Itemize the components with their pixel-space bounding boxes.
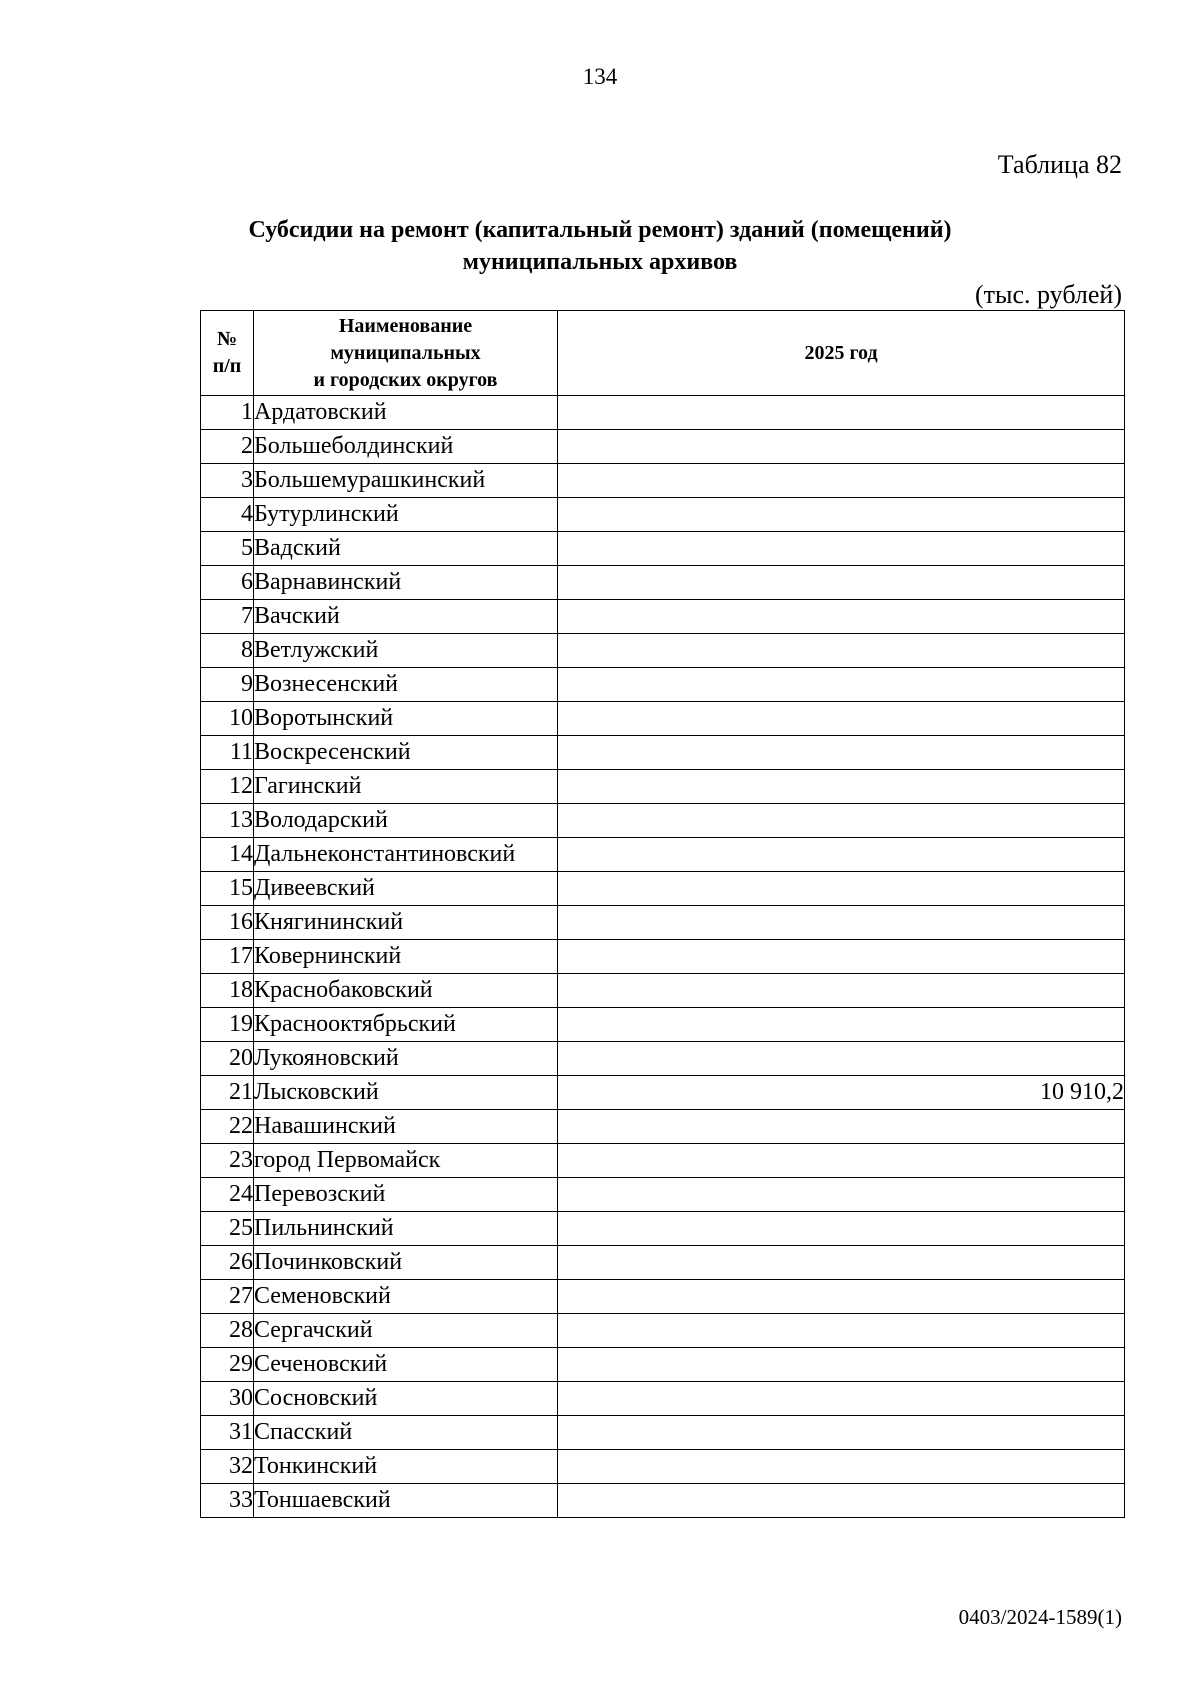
row-value — [558, 464, 1125, 498]
table-row — [201, 804, 1125, 838]
table-row — [201, 1008, 1125, 1042]
units-note: (тыс. рублей) — [974, 280, 1122, 309]
table-row — [201, 872, 1125, 906]
row-value — [558, 1314, 1125, 1348]
table-row — [201, 498, 1125, 532]
subsidy-table — [200, 310, 1125, 1518]
table-row — [201, 1450, 1125, 1484]
row-number: 12 — [201, 770, 254, 804]
row-name: Варнавинский — [254, 566, 558, 600]
row-name: Большемурашкинский — [254, 464, 558, 498]
row-value — [558, 940, 1125, 974]
table-row — [201, 1246, 1125, 1280]
table-body — [201, 396, 1125, 1518]
row-number: 17 — [201, 940, 254, 974]
row-value — [558, 396, 1125, 430]
row-value — [558, 906, 1125, 940]
row-number: 33 — [201, 1484, 254, 1518]
row-number: 28 — [201, 1314, 254, 1348]
row-value — [558, 532, 1125, 566]
row-name: Пильнинский — [254, 1212, 558, 1246]
table-row — [201, 1314, 1125, 1348]
row-number: 22 — [201, 1110, 254, 1144]
row-number: 15 — [201, 872, 254, 906]
row-number: 19 — [201, 1008, 254, 1042]
header-name: Наименование муниципальных и городских округов — [254, 311, 558, 396]
table-row — [201, 906, 1125, 940]
row-number: 18 — [201, 974, 254, 1008]
table-row — [201, 532, 1125, 566]
row-number: 13 — [201, 804, 254, 838]
title-line-1: Субсидии на ремонт (капитальный ремонт) зданий (помещений) — [248, 217, 952, 243]
table-row — [201, 600, 1125, 634]
row-number: 20 — [201, 1042, 254, 1076]
table-header-row — [201, 311, 1125, 396]
row-name: Сосновский — [254, 1382, 558, 1416]
row-name: Дальнеконстантиновский — [254, 838, 558, 872]
table-row — [201, 1076, 1125, 1110]
row-value — [558, 634, 1125, 668]
row-name: Вознесенский — [254, 668, 558, 702]
row-name: Тонкинский — [254, 1450, 558, 1484]
table-row — [201, 1416, 1125, 1450]
table-row — [201, 838, 1125, 872]
row-name: Большеболдинский — [254, 430, 558, 464]
row-value — [558, 1008, 1125, 1042]
row-number: 7 — [201, 600, 254, 634]
row-value — [558, 702, 1125, 736]
table-row — [201, 430, 1125, 464]
row-name: Гагинский — [254, 770, 558, 804]
row-number: 30 — [201, 1382, 254, 1416]
row-number: 5 — [201, 532, 254, 566]
table-row — [201, 1178, 1125, 1212]
row-number: 4 — [201, 498, 254, 532]
row-number: 24 — [201, 1178, 254, 1212]
row-name: Лукояновский — [254, 1042, 558, 1076]
row-number: 8 — [201, 634, 254, 668]
row-number: 21 — [201, 1076, 254, 1110]
row-number: 29 — [201, 1348, 254, 1382]
row-value — [558, 1110, 1125, 1144]
row-value — [558, 566, 1125, 600]
title-line-2: муниципальных архивов — [462, 249, 738, 275]
row-name: Сеченовский — [254, 1348, 558, 1382]
table-row — [201, 668, 1125, 702]
row-name: Воскресенский — [254, 736, 558, 770]
row-value — [558, 770, 1125, 804]
row-number: 3 — [201, 464, 254, 498]
row-name: Володарский — [254, 804, 558, 838]
table-row — [201, 464, 1125, 498]
row-value — [558, 498, 1125, 532]
table-row — [201, 940, 1125, 974]
row-number: 10 — [201, 702, 254, 736]
row-name: Ветлужский — [254, 634, 558, 668]
row-value — [558, 1382, 1125, 1416]
table-row — [201, 1484, 1125, 1518]
table-label: Таблица 82 — [997, 150, 1122, 179]
row-value — [558, 430, 1125, 464]
row-name: Вачский — [254, 600, 558, 634]
row-value — [558, 1484, 1125, 1518]
row-number: 11 — [201, 736, 254, 770]
row-name: Починковский — [254, 1246, 558, 1280]
row-name: Ковернинский — [254, 940, 558, 974]
row-number: 25 — [201, 1212, 254, 1246]
row-value — [558, 1246, 1125, 1280]
row-number: 1 — [201, 396, 254, 430]
row-number: 27 — [201, 1280, 254, 1314]
document-code: 0403/2024-1589(1) — [958, 1605, 1122, 1629]
table-row — [201, 396, 1125, 430]
table-row — [201, 1280, 1125, 1314]
row-value — [558, 974, 1125, 1008]
row-name: Бутурлинский — [254, 498, 558, 532]
row-name: Лысковский — [254, 1076, 558, 1110]
table-row — [201, 566, 1125, 600]
row-name: город Первомайск — [254, 1144, 558, 1178]
table-row — [201, 1348, 1125, 1382]
row-name: Княгининский — [254, 906, 558, 940]
row-number: 2 — [201, 430, 254, 464]
row-value — [558, 1212, 1125, 1246]
row-name: Воротынский — [254, 702, 558, 736]
row-value — [558, 1280, 1125, 1314]
row-name: Ардатовский — [254, 396, 558, 430]
header-number: № п/п — [201, 311, 254, 396]
table-row — [201, 1042, 1125, 1076]
row-name: Тоншаевский — [254, 1484, 558, 1518]
row-value — [558, 668, 1125, 702]
table-row — [201, 1382, 1125, 1416]
row-number: 32 — [201, 1450, 254, 1484]
row-value — [558, 1042, 1125, 1076]
table-row — [201, 1212, 1125, 1246]
row-value: 10 910,2 — [558, 1076, 1125, 1110]
table-row — [201, 634, 1125, 668]
row-value — [558, 1348, 1125, 1382]
row-number: 14 — [201, 838, 254, 872]
table-row — [201, 1110, 1125, 1144]
row-name: Краснооктябрьский — [254, 1008, 558, 1042]
header-year: 2025 год — [558, 311, 1125, 396]
row-name: Краснобаковский — [254, 974, 558, 1008]
row-name: Спасский — [254, 1416, 558, 1450]
table-row — [201, 770, 1125, 804]
row-name: Перевозский — [254, 1178, 558, 1212]
document-title — [0, 214, 1200, 278]
table-row — [201, 702, 1125, 736]
row-value — [558, 804, 1125, 838]
row-value — [558, 1144, 1125, 1178]
row-value — [558, 838, 1125, 872]
row-value — [558, 1178, 1125, 1212]
row-number: 9 — [201, 668, 254, 702]
table-row — [201, 736, 1125, 770]
row-number: 26 — [201, 1246, 254, 1280]
row-name: Семеновский — [254, 1280, 558, 1314]
row-number: 6 — [201, 566, 254, 600]
row-number: 23 — [201, 1144, 254, 1178]
row-number: 16 — [201, 906, 254, 940]
row-name: Навашинский — [254, 1110, 558, 1144]
row-value — [558, 1416, 1125, 1450]
row-value — [558, 736, 1125, 770]
row-number: 31 — [201, 1416, 254, 1450]
page-number: 134 — [582, 64, 618, 89]
table-row — [201, 1144, 1125, 1178]
row-name: Сергачский — [254, 1314, 558, 1348]
row-name: Вадский — [254, 532, 558, 566]
row-value — [558, 600, 1125, 634]
row-value — [558, 872, 1125, 906]
table-row — [201, 974, 1125, 1008]
row-value — [558, 1450, 1125, 1484]
row-name: Дивеевский — [254, 872, 558, 906]
